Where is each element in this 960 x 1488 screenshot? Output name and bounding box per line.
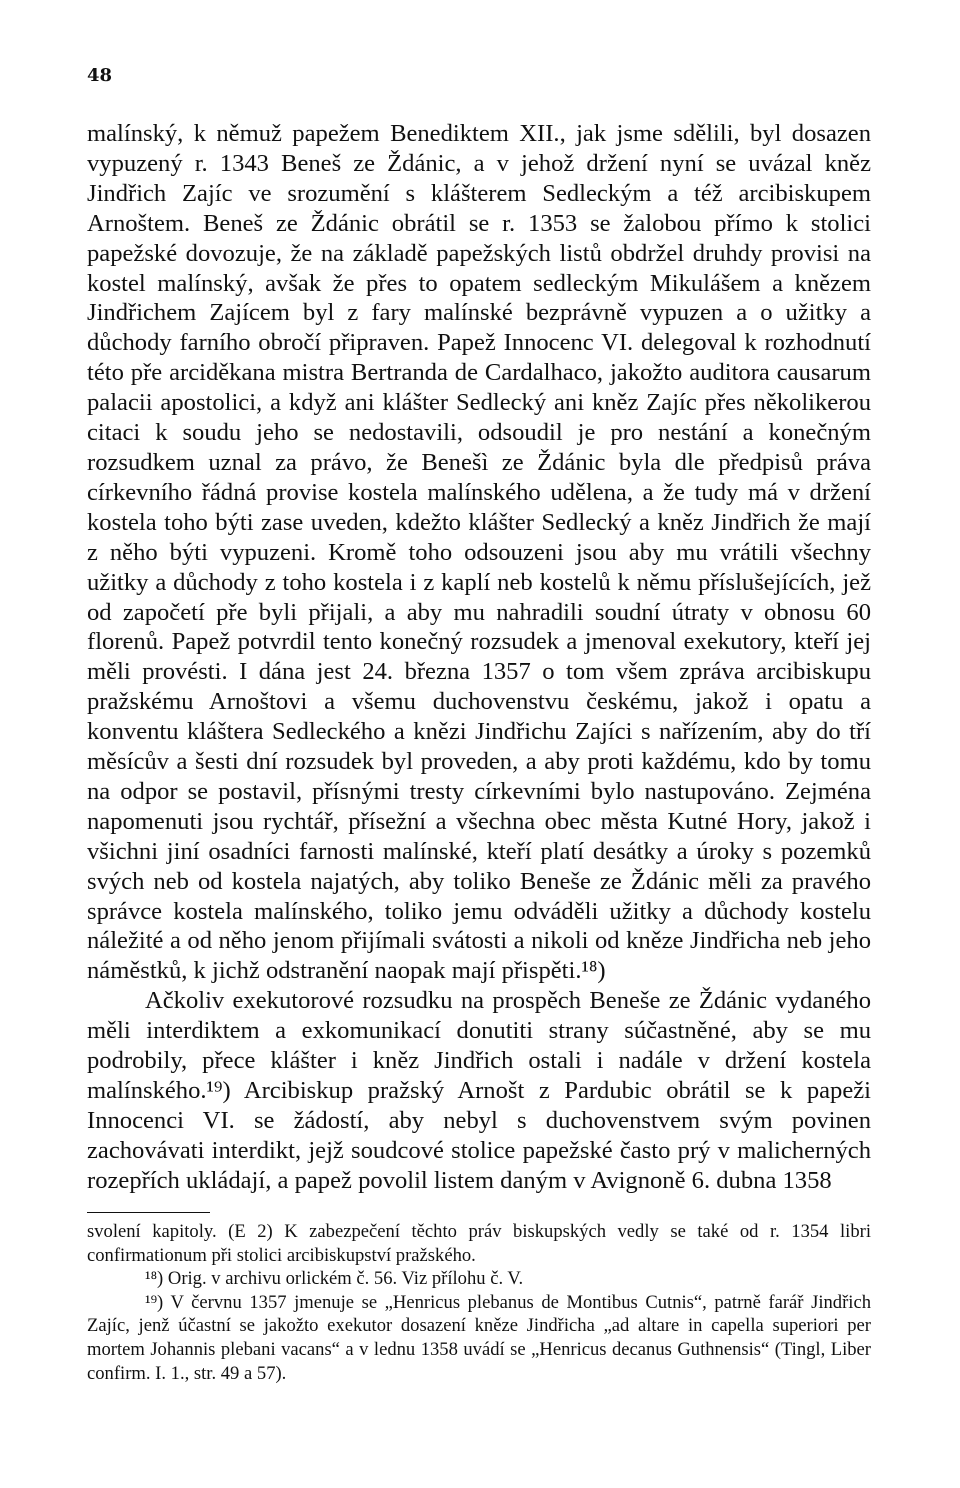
footnote-18: ¹⁸) Orig. v archivu orlickém č. 56. Viz přílohu č. V. — [145, 1268, 524, 1290]
footnote-separator — [87, 1212, 210, 1213]
page-number: 48 — [87, 65, 113, 86]
footnotes — [87, 1220, 871, 1385]
footnote-19: ¹⁹) V červnu 1357 jmenuje se „Henricus plebanus de Montibus Cutnis“, patrně farář Jindřich Zajíc, jenž účastní se jakožto exekutor dosazení kněze Jindřicha „ad altare in capella superiori per mortem Johannis plebani vacans“ a v lednu 1358 uvádí se „Henricus decanus Guthnensis“ (Tingl, Liber confirm. I. 1., str. 49 a 57). — [87, 1291, 871, 1384]
main-text — [87, 119, 871, 1196]
body-paragraph-2: Ačkoliv exekutorové rozsudku na prospěch Beneše ze Ždánic vydaného měli interdiktem a exkomunikací donutiti strany súčastněné, aby se mu podrobily, přece klášter i kněz Jindřich ostali i nadále v držení kostela malínského.¹⁹) Arcibiskup pražský Arnošt z Pardubic obrátil se k papeži Innocenci VI. se žádostí, aby nebyl s duchovenstvem svým povinen zachovávati interdikt, jejž soudcové stolice papežské často prý v malicherných rozepřích ukládají, a papež povolil listem daným v Avignoně 6. dubna 1358 — [87, 987, 871, 1194]
footnote-continuation: svolení kapitoly. (E 2) K zabezpečení těchto práv biskupských vedly se také od r. 1354 libri confirmationum při stolici arcibiskupství pražského. — [87, 1221, 871, 1266]
body-paragraph-1: malínský, k němuž papežem Benediktem XII., jak jsme sdělili, byl dosazen vypuzený r. 1343 Beneš ze Ždánic, a v jehož držení nyní se uvázal kněz Jindřich Zajíc ve srozumění s klášterem Sedleckým a též arcibiskupem Arnoštem. Beneš ze Ždánic obrátil se r. 1353 se žalobou přímo k stolici papežské dovozuje, že na základě papežských listů obdržel druhdy provisi na kostel malínský, avšak že přes to opatem sedleckým Mikulášem a knězem Jindřichem Zajícem byl z fary malínské bezprávně vypuzen a o užitky a důchody farního obročí připraven. Papež Innocenc VI. delegoval k rozhodnutí této pře arciděkana mistra Bertranda de Cardalhaco, jakožto auditora causarum palacii apostolici, a když ani klášter Sedlecký ani kněz Zajíc přes několikerou citaci k soudu jeho se nedostavili, odsoudil je pro nestání a konečným rozsudkem uznal za právo, že Benešì ze Ždánic byla dle předpisů práva církevního řádná provise kostela malínského udělena, a že tudy má v držení kostela toho býti zase uveden, kdežto klášter Sedlecký a kněz Jindřich že mají z něho býti vypuzeni. Kromě toho odsouzeni jsou aby mu vrátili všechny užitky a důchody z toho kostela i z kaplí neb kostelů k němu příslušejících, jež od započetí pře byli přijali, a aby mu nahradili soudní útraty v obnosu 60 florenů. Papež potvrdil tento konečný rozsudek a jmenoval exekutory, kteří jej měli provésti. I dána jest 24. března 1357 o tom všem zpráva arcibiskupu pražskému Arnoštovi a všemu duchovenstvu českému, jakož i opatu a konventu kláštera Sedleckého a knězi Jindřichu Zajíci s nařízením, aby do tří měsícův a šesti dní rozsudek byl proveden, a aby proti každému, kdo by tomu na odpor se postavil, přísnými tresty církevními bylo nastupováno. Zejména napomenuti jsou rychtář, přísežní a všechna obec města Kutné Hory, jakož i všichni jiní osadníci farnosti malínské, kteří platí desátky a úroky s pozemků svých neb od kostela najatých, aby toliko Beneše ze Ždánic měli za pravého správce kostela malínského, toliko jemu odváděli užitky a důchody kostelu náležité a od něho jenom přijímali svátosti a nikoli od kněze Jindřicha neb jeho náměstků, k jichž odstranění naopak mají přispěti.¹⁸) — [87, 120, 871, 985]
